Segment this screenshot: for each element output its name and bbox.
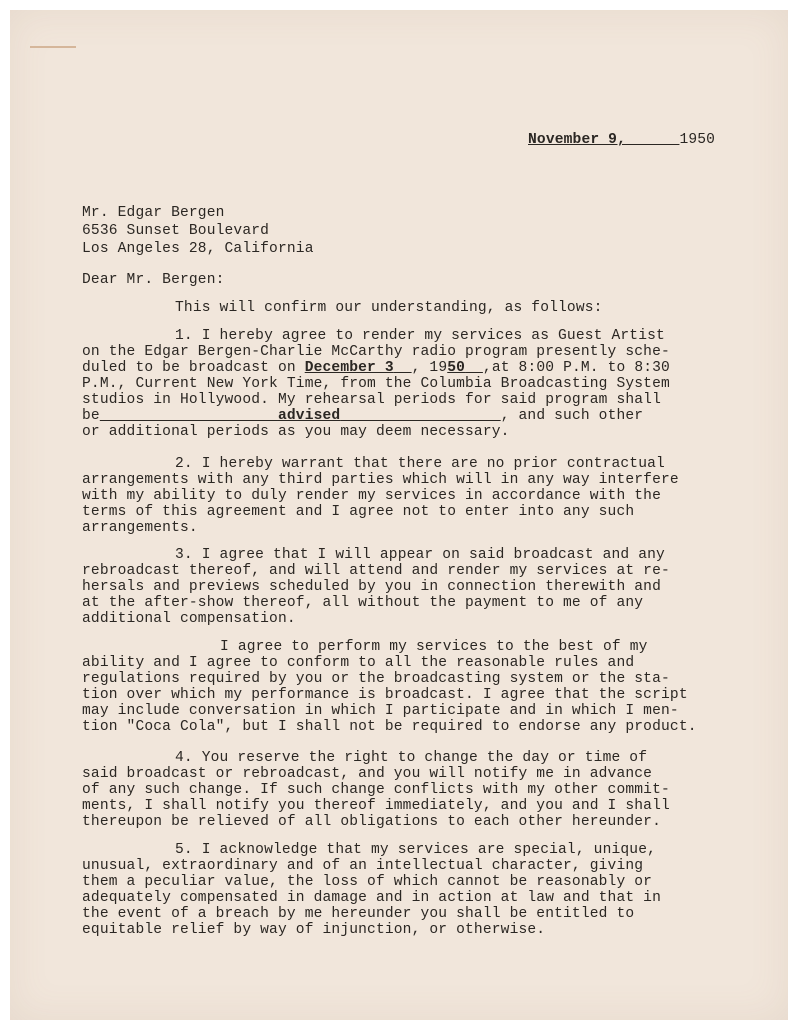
- recipient-city: Los Angeles 28, California: [82, 241, 314, 257]
- p3-line-5: additional compensation.: [82, 611, 296, 627]
- p1-line-6: be advised , and such other: [82, 408, 644, 424]
- recipient-name: Mr. Edgar Bergen: [82, 205, 225, 221]
- letter-date: [528, 132, 715, 148]
- p3b-line-1: I agree to perform my services to the best of my: [220, 639, 648, 655]
- p5-line-2: unusual, extraordinary and of an intellectual character, giving: [82, 858, 644, 874]
- p3-line-4: at the after-show thereof, all without the payment to me of any: [82, 595, 644, 611]
- broadcast-date: December 3: [304, 360, 394, 376]
- p3-line-2: rebroadcast thereof, and will attend and render my services at re-: [82, 563, 670, 579]
- broadcast-year: 50: [447, 360, 466, 376]
- p3-line-3: hersals and previews scheduled by you in connection therewith and: [82, 579, 661, 595]
- date-month-day: November 9,: [528, 132, 626, 148]
- intro-line: This will confirm our understanding, as follows:: [175, 300, 603, 316]
- recipient-street: 6536 Sunset Boulevard: [82, 223, 270, 239]
- p1-line-3: duled to be broadcast on December 3 , 1950 ,at 8:00 P.M. to 8:30: [82, 360, 670, 376]
- salutation: Dear Mr. Bergen:: [82, 272, 225, 288]
- p5-line-6: equitable relief by way of injunction, or otherwise.: [82, 922, 546, 938]
- p5-line-5: the event of a breach by me hereunder you shall be entitled to: [82, 906, 635, 922]
- p1-line-4: P.M., Current New York Time, from the Columbia Broadcasting System: [82, 376, 670, 392]
- p3b-line-6: tion "Coca Cola", but I shall not be required to endorse any product.: [82, 719, 697, 735]
- p4-line-1: 4. You reserve the right to change the day or time of: [175, 750, 648, 766]
- date-year: 1950: [679, 132, 716, 148]
- p5-line-3: them a peculiar value, the loss of which cannot be reasonably or: [82, 874, 653, 890]
- paper-mark: [30, 46, 76, 48]
- p3b-line-5: may include conversation in which I participate and in which I men-: [82, 703, 679, 719]
- p5-line-1: 5. I acknowledge that my services are special, unique,: [175, 842, 657, 858]
- p3b-line-3: regulations required by you or the broadcasting system or the sta-: [82, 671, 670, 687]
- p1-line-1: 1. I hereby agree to render my services as Guest Artist: [175, 328, 665, 344]
- p2-line-5: arrangements.: [82, 520, 198, 536]
- p3b-line-4: tion over which my performance is broadcast. I agree that the script: [82, 687, 688, 703]
- p2-line-2: arrangements with any third parties which will in any way interfere: [82, 472, 679, 488]
- p1-line-2: on the Edgar Bergen-Charlie McCarthy radio program presently sche-: [82, 344, 670, 360]
- letter-page: [10, 10, 788, 1020]
- p1-line-5: studios in Hollywood. My rehearsal periods for said program shall: [82, 392, 661, 408]
- p3b-line-2: ability and I agree to conform to all the reasonable rules and: [82, 655, 635, 671]
- p2-line-4: terms of this agreement and I agree not to enter into any such: [82, 504, 635, 520]
- p5-line-4: adequately compensated in damage and in action at law and that in: [82, 890, 661, 906]
- p1-line-7: or additional periods as you may deem necessary.: [82, 424, 510, 440]
- p3-line-1: 3. I agree that I will appear on said broadcast and any: [175, 547, 665, 563]
- p4-line-3: of any such change. If such change conflicts with my other commit-: [82, 782, 670, 798]
- p4-line-4: ments, I shall notify you thereof immediately, and you and I shall: [82, 798, 670, 814]
- p2-line-1: 2. I hereby warrant that there are no prior contractual: [175, 456, 665, 472]
- p4-line-5: thereupon be relieved of all obligations to each other hereunder.: [82, 814, 661, 830]
- p2-line-3: with my ability to duly render my services in accordance with the: [82, 488, 661, 504]
- rehearsal-field: advised: [277, 408, 341, 424]
- p4-line-2: said broadcast or rebroadcast, and you will notify me in advance: [82, 766, 653, 782]
